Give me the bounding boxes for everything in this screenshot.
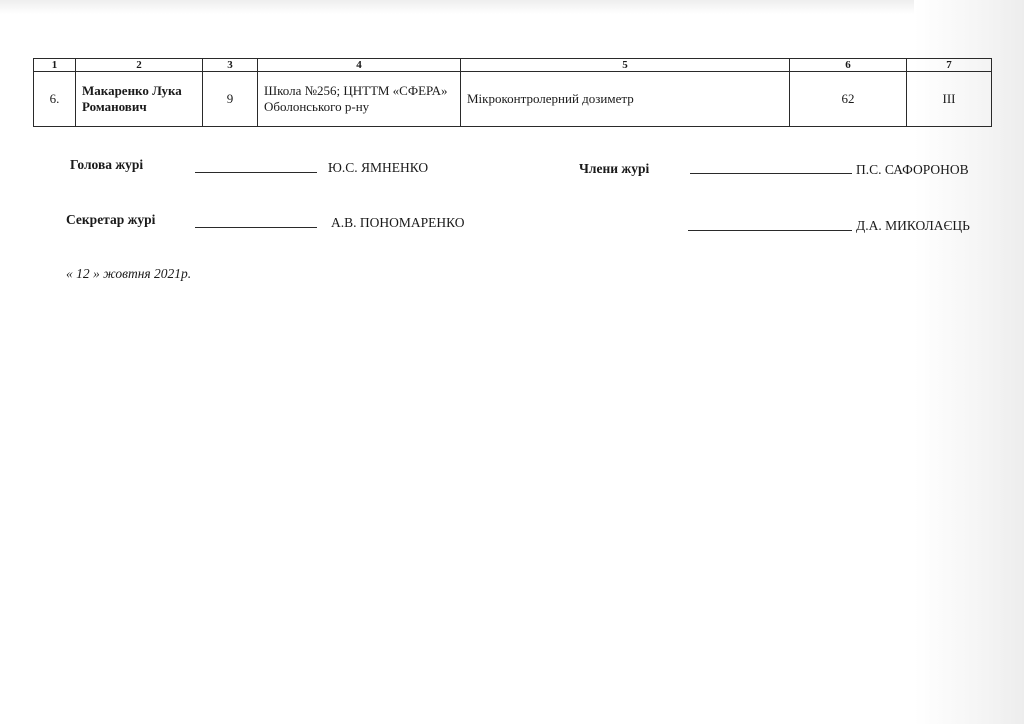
head-name-wrap: [328, 160, 428, 176]
place: ІІІ: [907, 72, 992, 127]
participant-school: Школа №256; ЦНТТМ «СФЕРА» Оболонського р-ну: [258, 72, 461, 127]
row-number: 6.: [34, 72, 76, 127]
secretary-role: Секретар журі: [66, 212, 156, 227]
member2-name-wrap: [856, 218, 970, 234]
head-signature: [70, 157, 143, 173]
signature-line: [195, 215, 317, 228]
document-date: « 12 » жовтня 2021р.: [66, 266, 192, 281]
header-row: [34, 59, 992, 72]
participant-grade: 9: [203, 72, 258, 127]
member1-name-wrap: [856, 162, 969, 178]
table-row: [34, 72, 992, 127]
col-header: 3: [203, 59, 258, 72]
member1-name: П.С. САФОРОНОВ: [856, 162, 969, 177]
members-role: Члени журі: [579, 161, 650, 176]
project-title: Мікроконтролерний дозиметр: [461, 72, 790, 127]
col-header: 5: [461, 59, 790, 72]
col-header: 4: [258, 59, 461, 72]
member2-name: Д.А. МИКОЛАЄЦЬ: [856, 218, 970, 233]
scan-edge-top: [0, 0, 1024, 14]
members-signature: [579, 161, 649, 177]
secretary-signature: [66, 212, 155, 228]
col-header: 2: [76, 59, 203, 72]
results-table: [33, 58, 992, 127]
head-role: Голова журі: [70, 157, 144, 172]
participant-name: Макаренко Лука Романович: [76, 72, 203, 127]
signature-line: [688, 218, 852, 231]
signature-line: [195, 160, 317, 173]
col-header: 1: [34, 59, 76, 72]
secretary-name: А.В. ПОНОМАРЕНКО: [331, 215, 465, 230]
score: 62: [790, 72, 907, 127]
col-header: 7: [907, 59, 992, 72]
col-header: 6: [790, 59, 907, 72]
head-sign-line-wrap: [195, 160, 317, 177]
member2-line-wrap: [688, 218, 852, 235]
signature-line: [690, 161, 852, 174]
head-name: Ю.С. ЯМНЕНКО: [328, 160, 429, 175]
secretary-name-wrap: [331, 215, 465, 231]
member1-line-wrap: [690, 161, 852, 178]
secretary-line-wrap: [195, 215, 317, 232]
